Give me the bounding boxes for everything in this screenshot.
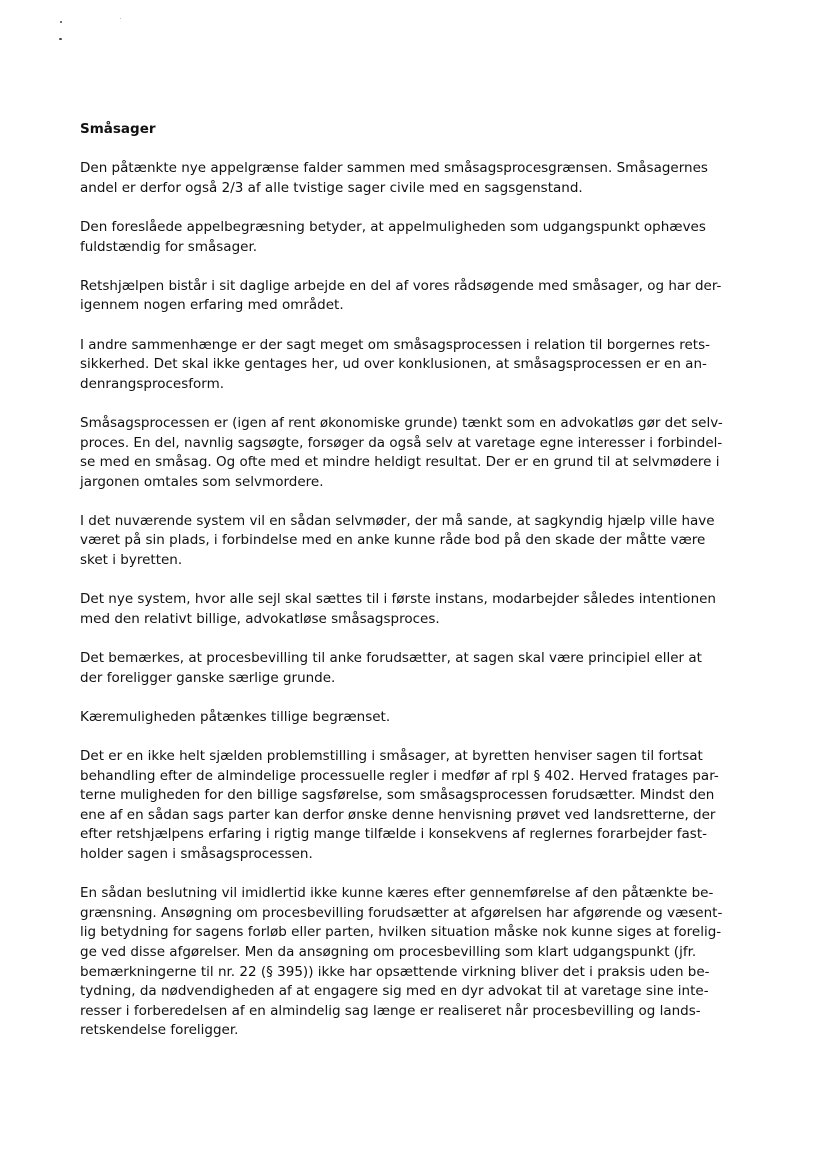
scan-speck bbox=[59, 38, 62, 40]
paragraph-line: Det nye system, hvor alle sejl skal sættes til i første instans, modarbejder således intentionen bbox=[80, 591, 716, 608]
paragraph-line: Retshjælpen bistår i sit daglige arbejde en del af vores rådsøgende med småsager, og har der- bbox=[80, 277, 722, 294]
paragraph-line: Det bemærkes, at procesbevilling til anke forudsætter, at sagen skal være principiel eller at bbox=[80, 650, 702, 667]
paragraph-line: ene af en sådan sags parter kan derfor ønske denne henvisning prøvet ved landsretterne, der bbox=[80, 806, 716, 823]
document-body bbox=[80, 120, 750, 1061]
paragraph-list bbox=[80, 159, 750, 1041]
paragraph-line: Den påtænkte nye appelgrænse falder sammen med småsagsprocesgrænsen. Småsagernes bbox=[80, 160, 708, 177]
scan-speck bbox=[120, 18, 121, 19]
paragraph bbox=[80, 336, 750, 395]
paragraph-line: været på sin plads, i forbindelse med en anke kunne råde bod på den skade der måtte være bbox=[80, 532, 706, 549]
paragraph-line: I det nuværende system vil en sådan selvmøder, der må sande, at sagkyndig hjælp ville have bbox=[80, 512, 715, 529]
paragraph-line: Kæremuligheden påtænkes tillige begrænset. bbox=[80, 708, 391, 725]
paragraph-line: igennem nogen erfaring med området. bbox=[80, 297, 344, 314]
paragraph-line: Det er en ikke helt sjælden problemstilling i småsager, at byretten henviser sagen til fortsat bbox=[80, 748, 703, 764]
paragraph-line: holder sagen i småsagsprocessen. bbox=[80, 845, 313, 862]
paragraph-line: Småsagsprocessen er (igen af rent økonomiske grunde) tænkt som en advokatløs gør det selv- bbox=[80, 414, 723, 431]
paragraph-line: retskendelse foreligger. bbox=[80, 1022, 239, 1039]
scan-speck bbox=[60, 21, 62, 23]
paragraph-line: sket i byretten. bbox=[80, 552, 183, 569]
paragraph-line: resser i forberedelsen af en almindelig sag længe er realiseret når procesbevilling og lands- bbox=[80, 1002, 701, 1019]
paragraph-line: proces. En del, navnlig sagsøgte, forsøger da også selv at varetage egne interesser i forbindel- bbox=[80, 434, 723, 451]
paragraph-line: behandling efter de almindelige processuelle regler i medfør af rpl § 402. Herved fratages par- bbox=[80, 767, 719, 784]
paragraph bbox=[80, 747, 750, 865]
paragraph-line: terne muligheden for den billige sagsførelse, som småsagsprocessen forudsætter. Mindst den bbox=[80, 787, 715, 804]
paragraph bbox=[80, 708, 750, 728]
paragraph-line: En sådan beslutning vil imidlertid ikke kunne kæres efter gennemførelse af den påtænkte be- bbox=[80, 885, 714, 902]
section-heading: Småsager bbox=[80, 121, 156, 137]
paragraph bbox=[80, 159, 750, 198]
paragraph bbox=[80, 512, 750, 571]
paragraph-line: andel er derfor også 2/3 af alle tvistige sager civile med en sagsgenstand. bbox=[80, 179, 583, 196]
paragraph-line: sikkerhed. Det skal ikke gentages her, ud over konklusionen, at småsagsprocessen er en an- bbox=[80, 356, 707, 373]
paragraph bbox=[80, 218, 750, 257]
paragraph bbox=[80, 884, 750, 1041]
paragraph bbox=[80, 277, 750, 316]
paragraph-line: jargonen omtales som selvmordere. bbox=[80, 473, 324, 490]
paragraph-line: tydning, da nødvendigheden af at engagere sig med en dyr advokat til at varetage sine inte- bbox=[80, 983, 709, 1000]
paragraph-line: ge ved disse afgørelser. Men da ansøgning om procesbevilling som klart udgangspunkt (jfr. bbox=[80, 943, 697, 960]
paragraph-line: Den foreslåede appelbegræsning betyder, at appelmuligheden som udgangspunkt ophæves bbox=[80, 218, 706, 235]
paragraph-line: der foreligger ganske særlige grunde. bbox=[80, 669, 336, 686]
paragraph-line: denrangsprocesform. bbox=[80, 375, 225, 392]
paragraph bbox=[80, 590, 750, 629]
paragraph-line: fuldstændig for småsager. bbox=[80, 238, 258, 255]
paragraph-line: med den relativt billige, advokatløse småsagsproces. bbox=[80, 610, 440, 627]
paragraph bbox=[80, 649, 750, 688]
paragraph-line: grænsning. Ansøgning om procesbevilling forudsætter at afgørelsen har afgørende og væsent- bbox=[80, 904, 723, 921]
paragraph bbox=[80, 414, 750, 492]
paragraph-line: efter retshjælpens erfaring i rigtig mange tilfælde i konsekvens af reglernes forarbejder fast- bbox=[80, 826, 707, 843]
paragraph-line: se med en småsag. Og ofte med et mindre heldigt resultat. Der er en grund til at selvmødere i bbox=[80, 454, 720, 471]
paragraph-line: bemærkningerne til nr. 22 (§ 395)) ikke har opsættende virkning bliver det i praksis uden be- bbox=[80, 963, 710, 980]
paragraph-line: I andre sammenhænge er der sagt meget om småsagsprocessen i relation til borgernes rets- bbox=[80, 336, 710, 353]
paragraph-line: lig betydning for sagens forløb eller parten, hvilken situation måske nok kunne siges at forelig- bbox=[80, 924, 722, 941]
